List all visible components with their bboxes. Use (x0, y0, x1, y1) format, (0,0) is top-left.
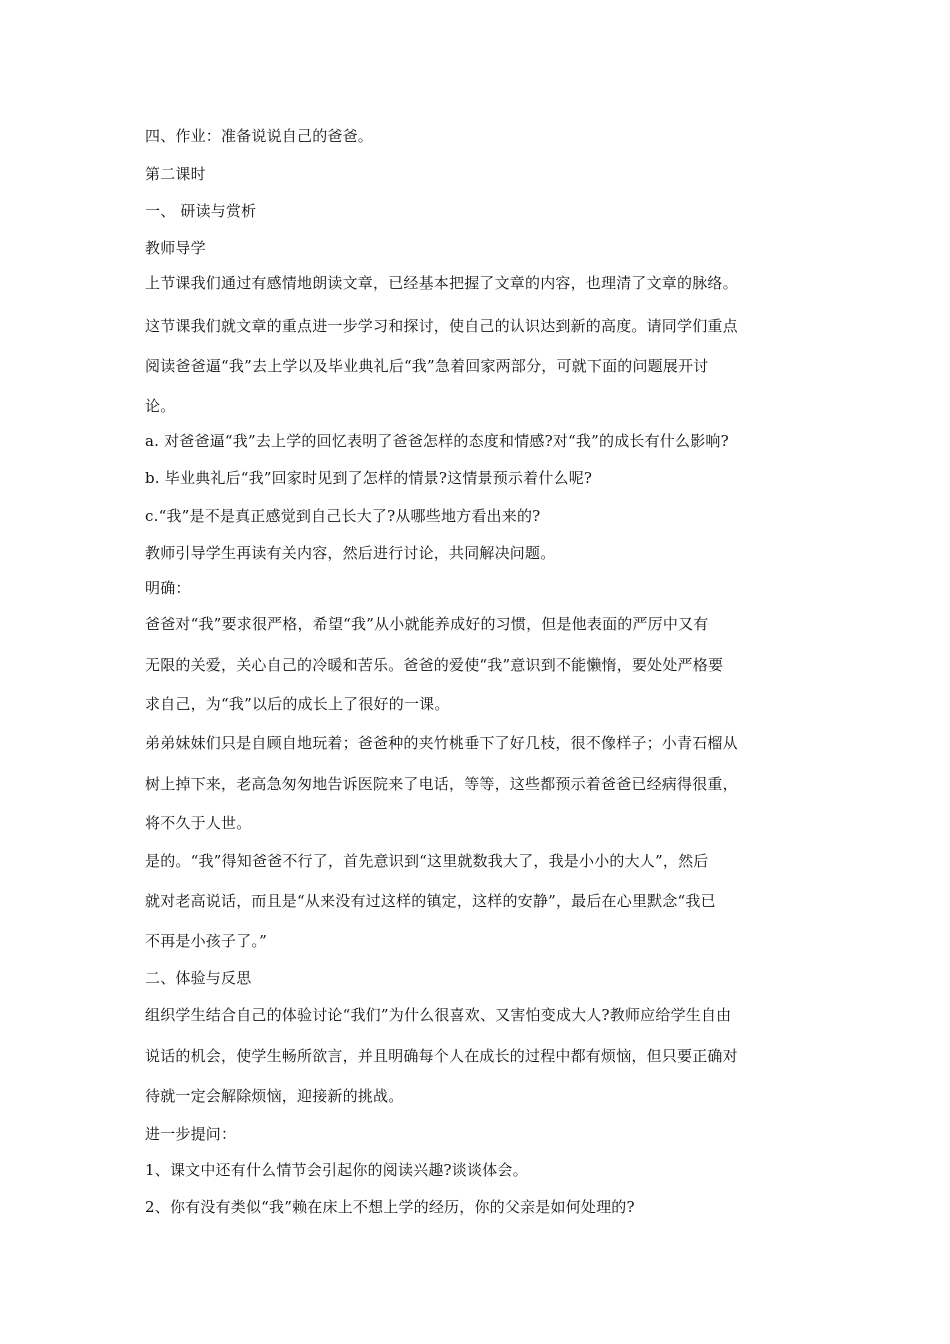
section-heading-study: 一、 研读与赏析 (145, 202, 257, 220)
paragraph-line: 论。 (145, 397, 176, 415)
question-a: a. 对爸爸逼“我”去上学的回忆表明了爸爸怎样的态度和情感?对“我”的成长有什么影响? (145, 432, 729, 450)
paragraph-line: 这节课我们就文章的重点进一步学习和探讨，使自己的认识达到新的高度。请同学们重点 (145, 317, 738, 335)
paragraph-line: 上节课我们通过有感情地朗读文章，已经基本把握了文章的内容，也理清了文章的脉络。 (145, 274, 738, 292)
question-1: 1、课文中还有什么情节会引起你的阅读兴趣?谈谈体会。 (145, 1161, 528, 1179)
paragraph-line: 组织学生结合自己的体验讨论“我们”为什么很喜欢、又害怕变成大人?教师应给学生自由 (145, 1006, 732, 1024)
paragraph-line: 待就一定会解除烦恼，迎接新的挑战。 (145, 1087, 404, 1105)
further-question-heading: 进一步提问： (145, 1125, 237, 1143)
question-c: c.“我”是不是真正感觉到自己长大了?从哪些地方看出来的? (145, 507, 541, 525)
paragraph-line: 就对老高说话，而且是“从来没有过这样的镇定，这样的安静”，最后在心里默念“我已 (145, 892, 716, 910)
paragraph-line: 弟弟妹妹们只是自顾自地玩着；爸爸种的夹竹桃垂下了好几枝，很不像样子；小青石榴从 (145, 734, 738, 752)
paragraph-line: 不再是小孩子了。” (145, 932, 267, 950)
question-b: b. 毕业典礼后“我”回家时见到了怎样的情景?这情景预示着什么呢? (145, 469, 593, 487)
paragraph-line: 是的。“我”得知爸爸不行了，首先意识到“这里就数我大了，我是小小的大人”，然后 (145, 852, 709, 870)
paragraph-line: 爸爸对“我”要求很严格，希望“我”从小就能养成好的习惯，但是他表面的严厉中又有 (145, 615, 709, 633)
homework-line: 四、作业：准备说说自己的爸爸。 (145, 127, 374, 145)
subheading-teacher-guide: 教师导学 (145, 239, 206, 257)
paragraph-line: 无限的关爱，关心自己的冷暖和苦乐。爸爸的爱使“我”意识到不能懒惰，要处处严格要 (145, 656, 724, 674)
section-heading-reflection: 二、体验与反思 (145, 969, 252, 987)
paragraph-line: 树上掉下来，老高急匆匆地告诉医院来了电话，等等，这些都预示着爸爸已经病得很重， (145, 775, 738, 793)
paragraph-line: 说话的机会，使学生畅所欲言，并且明确每个人在成长的过程中都有烦恼，但只要正确对 (145, 1047, 738, 1065)
paragraph-line: 阅读爸爸逼“我”去上学以及毕业典礼后“我”急着回家两部分，可就下面的问题展开讨 (145, 357, 709, 375)
question-2: 2、你有没有类似“我”赖在床上不想上学的经历，你的父亲是如何处理的? (145, 1198, 635, 1216)
clarify-heading: 明确： (145, 579, 191, 597)
paragraph-line: 求自己，为“我”以后的成长上了很好的一课。 (145, 695, 450, 713)
lesson-heading: 第二课时 (145, 165, 206, 183)
paragraph-line: 教师引导学生再读有关内容，然后进行讨论，共同解决问题。 (145, 544, 556, 562)
paragraph-line: 将不久于人世。 (145, 814, 252, 832)
